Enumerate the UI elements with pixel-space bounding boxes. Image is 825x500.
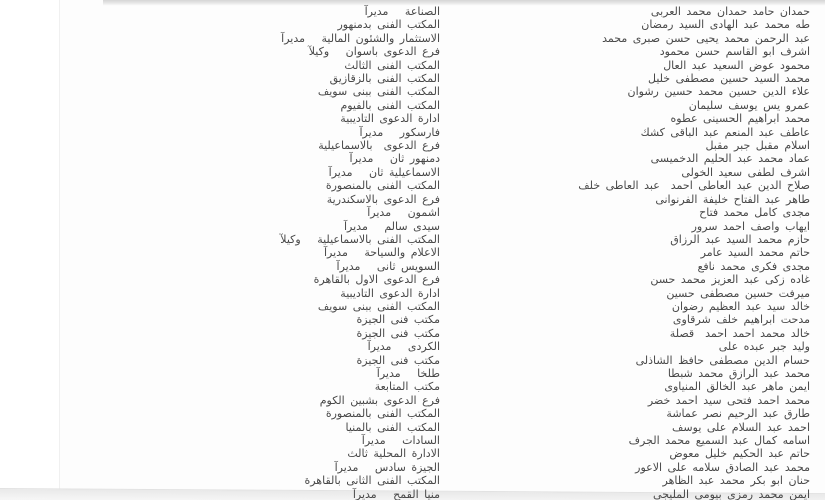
person-name: ايمن محمد رمزى بيومى المليجى (653, 487, 810, 500)
assignment-text: المكتب الفنى بالمنيا (345, 420, 440, 434)
assignment-text: المكتب الفنى ببنى سويف (317, 299, 440, 313)
person-name: ميرفت حسين مصطفى حسين (666, 286, 810, 300)
assignment-text: المكتب الفنى بالفيوم (340, 98, 440, 112)
table-row (0, 112, 825, 125)
table-row (0, 434, 825, 447)
person-name: حاتم محمد السيد عامر (700, 246, 810, 260)
assignment-text: ادارة الدعوى التاديبية (340, 286, 440, 300)
assignment-text: فارسكور مديرآ (359, 125, 440, 139)
table-row (0, 166, 825, 179)
person-name: غاده زكى عبد العزيز محمد حسن (650, 273, 810, 287)
table-row (0, 313, 825, 326)
table-row (0, 421, 825, 434)
table-row (0, 300, 825, 313)
assignment-text: فرع الدعوى الاول بالقاهرة (313, 273, 440, 287)
person-name: مجدى فكرى محمد نافع (697, 259, 810, 273)
table-row (0, 85, 825, 98)
table-row (0, 59, 825, 72)
person-name: عبد الرحمن محمد يحيى حسن صبرى محمد (602, 31, 810, 45)
person-name: ايمن ماهر عبد الخالق المنياوى (664, 380, 810, 394)
table-row (0, 340, 825, 353)
assignment-text: الكردى مديرآ (367, 340, 440, 354)
person-name: خالد سيد عبد العظيم رضوان (671, 299, 810, 313)
table-row (0, 99, 825, 112)
table-row (0, 193, 825, 206)
assignment-text: فرع الدعوى بالاسكندرية (326, 192, 440, 206)
table-row (0, 45, 825, 58)
table-row (0, 287, 825, 300)
person-name: صلاح الدين عبد العاطى احمد عبد العاطى خلف (578, 179, 810, 193)
person-name: حسام الدين مصطفى حافظ الشاذلى (635, 353, 810, 367)
person-name: حازم محمد السيد عبد الرزاق (670, 232, 810, 246)
person-name: محمد ابراهيم الحسينى عطوه (670, 112, 810, 126)
assignment-text: المكتب الفنى الثانى بالقاهرة (304, 474, 440, 488)
person-name: وليد جبر عبده على (718, 340, 810, 354)
person-name: عاطف عبد المنعم عبد الباقى كشك (640, 125, 810, 139)
assignment-text: دمنهور ثان مديرآ (349, 152, 440, 166)
table-row (0, 461, 825, 474)
table-row (0, 407, 825, 420)
assignment-text: اشمون مديرآ (367, 206, 440, 220)
table-row (0, 260, 825, 273)
person-name: طاهر عبد الفتاح خليفة الفرنوانى (655, 192, 810, 206)
person-name: طارق عبد الرحيم نصر عماشة (666, 407, 810, 421)
person-name: ايهاب واصف احمد سرور (691, 219, 810, 233)
assignment-text: فرع الدعوى بشبين الكوم (319, 393, 440, 407)
assignment-text: المكتب الفنى بالمنصورة (325, 407, 440, 421)
assignment-text: السويس ثانى مديرآ (336, 259, 440, 273)
assignment-text: ادارة الدعوى التاديبية (340, 112, 440, 126)
assignment-text: الجيزة سادس مديرآ (334, 460, 440, 474)
person-name: علاء الدين حسين محمد حسين رشوان (627, 85, 810, 99)
person-name: اسامه كمال عبد السميع محمد الجرف (628, 434, 810, 447)
table-row (0, 367, 825, 380)
table-row (0, 488, 825, 500)
assignment-text: الاعلام والسياحة مديرآ (323, 246, 440, 260)
table-row (0, 18, 825, 31)
table-row (0, 139, 825, 152)
assignment-text: المكتب الفنى بالمنصورة (325, 179, 440, 193)
person-name: عمرو يس يوسف سليمان (688, 98, 810, 112)
person-name: اشرف ابو القاسم حسن محمود (659, 45, 810, 59)
assignment-text: مكتب فنى الجيزة (356, 313, 440, 327)
assignment-text: الاسماعيلية ثان مديرآ (328, 165, 440, 179)
person-name: احمد عبد السلام على يوسف (672, 420, 810, 434)
person-name: اشرف لطفى سعيد الخولى (681, 165, 810, 179)
assignment-text: المكتب الفنى بالزقازيق (329, 72, 440, 86)
person-name: اسلام مقبل جبر مقبل (705, 139, 810, 153)
table-row (0, 206, 825, 219)
appointments-list (0, 5, 825, 500)
assignment-text: المكتب الفنى الثالث (344, 58, 440, 72)
table-row (0, 233, 825, 246)
person-name: حنان ابو بكر محمد عبد الظاهر (662, 474, 810, 488)
table-row (0, 394, 825, 407)
table-row (0, 126, 825, 139)
assignment-text: الصناعة مديرآ (364, 5, 440, 18)
assignment-text: المكتب الفنى بدمنهور (337, 18, 440, 32)
person-name: محمود عوض السعيد عبد العال (663, 58, 810, 72)
assignment-text: مكتب المتابعة (374, 380, 440, 394)
person-name: محمد السيد حسين مصطفى خليل (647, 72, 810, 86)
assignment-text: الاستثمار والشئون المالية مديرآ (281, 31, 440, 45)
person-name: محمد عبد الصادق سلامه على الاعور (635, 460, 810, 474)
person-name: حمدان حامد حمدان محمد العربى (650, 5, 810, 18)
table-row (0, 474, 825, 487)
table-row (0, 152, 825, 165)
assignment-text: طلخا مديرآ (376, 366, 440, 380)
assignment-text: مكتب فنى الجيزة (356, 353, 440, 367)
table-row (0, 380, 825, 393)
assignment-text: سيدى سالم مديرآ (344, 219, 440, 233)
assignment-text: السادات مديرآ (361, 434, 440, 447)
assignment-text: الادارة المحلية ثالث (347, 447, 440, 461)
assignment-text: فرع الدعوى باسوان وكيلآ (308, 45, 440, 59)
table-row (0, 72, 825, 85)
assignment-text: مكتب فنى الجيزة (356, 326, 440, 340)
person-name: عماد محمد عبد الحليم الدخميسى (650, 152, 810, 166)
table-row (0, 5, 825, 18)
table-row (0, 179, 825, 192)
person-name: مدحت ابراهيم خلف شرقاوى (672, 313, 810, 327)
person-name: مجدى كامل محمد فتاح (699, 206, 810, 220)
person-name: طه محمد عبد الهادى السيد رمضان (641, 18, 810, 32)
table-row (0, 273, 825, 286)
assignment-text: المكتب الفنى بالاسماعيلية وكيلآ (280, 232, 440, 246)
table-row (0, 246, 825, 259)
person-name: حاتم عبد الحكيم خليل معوض (669, 447, 810, 461)
table-row (0, 220, 825, 233)
person-name: محمد عبد الرازق محمد شبطا (667, 366, 810, 380)
assignment-text: المكتب الفنى ببنى سويف (317, 85, 440, 99)
assignment-text: منيا القمح مديرآ (352, 487, 440, 500)
person-name: محمد احمد فتحى سيد احمد خضر (647, 393, 810, 407)
table-row (0, 327, 825, 340)
person-name: خالد محمد احمد احمد قصلة (669, 326, 810, 340)
assignment-text: فرع الدعوى بالاسماعيلية (318, 139, 440, 153)
table-row (0, 32, 825, 45)
table-row (0, 354, 825, 367)
table-row (0, 447, 825, 460)
